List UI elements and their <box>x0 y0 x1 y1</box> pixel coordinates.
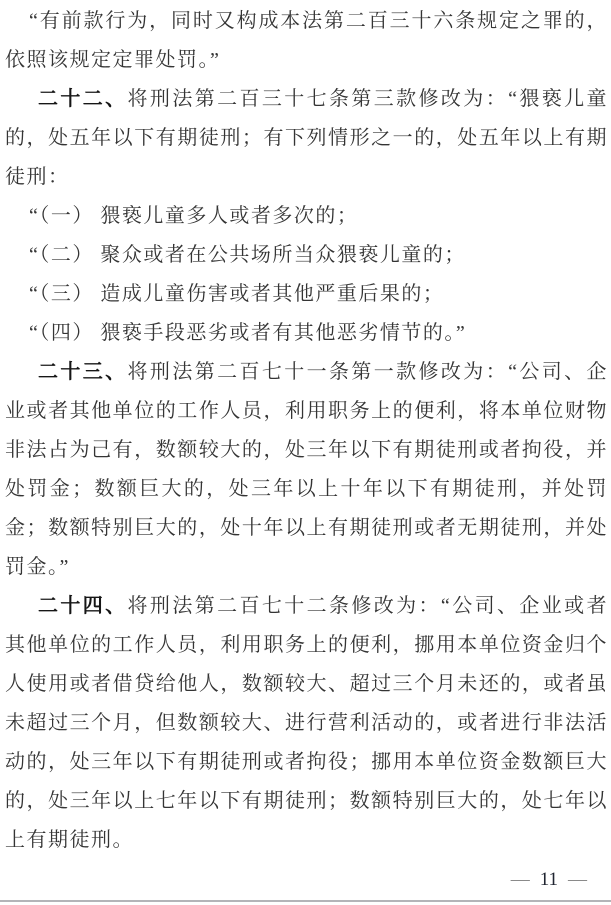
line-text: 金；数额特别巨大的，处十年以上有期徒刑或者无期徒刑，并处 <box>5 517 607 539</box>
line-text: 其他单位的工作人员，利用职务上的便利，挪用本单位资金归个 <box>5 634 607 656</box>
line-text: “（三） 造成儿童伤害或者其他严重后果的； <box>29 283 445 305</box>
document-line <box>5 41 607 80</box>
document-line <box>5 782 607 821</box>
document-line <box>5 197 607 236</box>
document-line <box>5 509 607 548</box>
page-number-right-dash: — <box>568 869 587 890</box>
line-text: “（四） 猥亵手段恶劣或者有其他恶劣情节的。” <box>29 322 467 344</box>
page-number <box>511 860 587 899</box>
section-number: 二十二、 <box>38 88 128 110</box>
document-line <box>5 275 607 314</box>
document-line <box>5 158 607 197</box>
line-text: 将刑法第二百七十一条第一款修改为：“公司、企 <box>127 361 607 383</box>
line-text: 上有期徒刑。 <box>5 829 134 851</box>
line-text: 非法占为己有，数额较大的，处三年以下有期徒刑或者拘役，并 <box>5 439 607 461</box>
line-text: 将刑法第二百七十二条修改为：“公司、企业或者 <box>127 595 607 617</box>
document-line <box>5 431 607 470</box>
document-line <box>5 236 607 275</box>
document-line <box>5 119 607 158</box>
document-line <box>5 353 607 392</box>
document-line <box>5 80 607 119</box>
line-text: 罚金。” <box>5 556 70 578</box>
line-text: 的，处五年以下有期徒刑；有下列情形之一的，处五年以上有期 <box>5 127 607 149</box>
document-line <box>5 548 607 587</box>
document-line <box>5 392 607 431</box>
document-line <box>5 314 607 353</box>
line-text: 的，处三年以上七年以下有期徒刑；数额特别巨大的，处七年以 <box>5 790 607 812</box>
page-bottom-rule <box>0 900 611 903</box>
document-line <box>5 626 607 665</box>
page-number-left-dash: — <box>510 869 530 890</box>
line-text: “（二） 聚众或者在公共场所当众猥亵儿童的； <box>29 244 466 266</box>
document-text-block <box>5 2 607 860</box>
document-line <box>5 743 607 782</box>
line-text: 动的，处三年以下有期徒刑或者拘役；挪用本单位资金数额巨大 <box>5 751 607 773</box>
document-line <box>5 821 607 860</box>
document-line <box>5 704 607 743</box>
line-text: 依照该规定定罪处罚。” <box>5 49 221 71</box>
line-text: 未超过三个月，但数额较大、进行营利活动的，或者进行非法活 <box>5 712 607 734</box>
line-text: 将刑法第二百三十七条第三款修改为：“猥亵儿童 <box>127 88 607 110</box>
document-line <box>5 470 607 509</box>
document-line <box>5 665 607 704</box>
section-number: 二十三、 <box>38 361 128 383</box>
line-text: 人使用或者借贷给他人，数额较大、超过三个月未还的，或者虽 <box>5 673 607 695</box>
document-line <box>5 587 607 626</box>
document-line <box>5 2 607 41</box>
page-number-value: 11 <box>539 869 558 890</box>
line-text: 业或者其他单位的工作人员，利用职务上的便利，将本单位财物 <box>5 400 607 422</box>
line-text: “有前款行为，同时又构成本法第二百三十六条规定之罪的， <box>29 10 607 32</box>
line-text: 徒刑： <box>5 166 70 188</box>
line-text: 处罚金；数额巨大的，处三年以上十年以下有期徒刑，并处罚 <box>5 478 607 500</box>
line-text: “（一） 猥亵儿童多人或者多次的； <box>29 205 359 227</box>
section-number: 二十四、 <box>38 595 128 617</box>
